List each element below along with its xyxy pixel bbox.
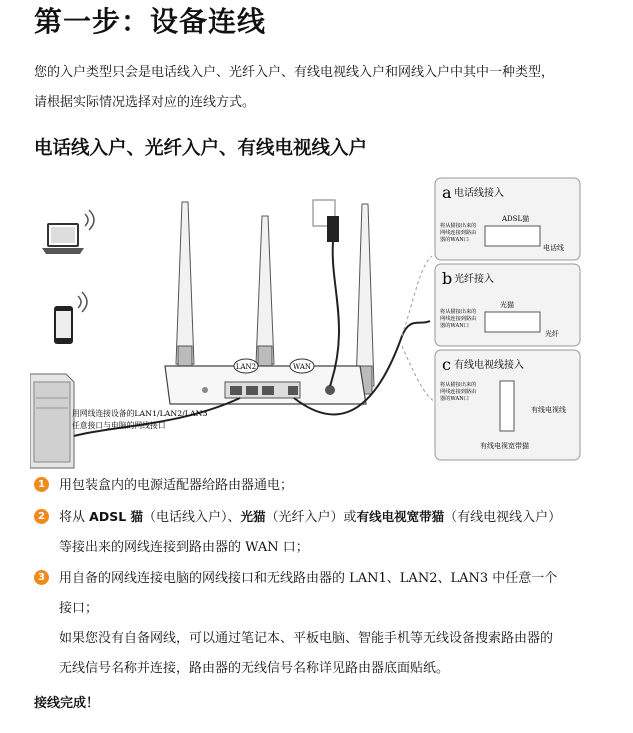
step-1-number: 1 xyxy=(34,477,49,492)
panel-c-note-1: 将从猫接出来的 xyxy=(440,382,477,388)
panel-a-note-3: 器的WAN口 xyxy=(440,237,469,243)
laptop-icon xyxy=(42,210,94,254)
pc-note-line-1: 用网线连接设备的LAN1/LAN2/LAN3 xyxy=(72,409,208,418)
step-3-note-1: 如果您没有自备网线，可以通过笔记本、平板电脑、智能手机等无线设备搜索路由器的 xyxy=(59,631,554,646)
panel-dsl xyxy=(435,178,580,260)
section-heading: 电话线入户、光纤入户、有线电视线入户 xyxy=(34,138,368,159)
panel-b-modem: 光猫 xyxy=(500,301,514,309)
step-3-note-2: 无线信号名称并连接，路由器的无线信号名称详见路由器底面贴纸。 xyxy=(59,661,450,676)
step-2-fiber: 光猫 xyxy=(240,509,266,524)
router-antennas xyxy=(176,202,374,394)
panel-b-title: 光纤接入 xyxy=(454,274,494,285)
step-3-number: 3 xyxy=(34,570,49,585)
step-3 xyxy=(34,564,604,684)
panel-a-cable: 电话线 xyxy=(543,244,564,252)
lan2-label: LAN2 xyxy=(235,363,257,371)
panel-a-note-1: 将从猫接出来的 xyxy=(440,223,477,229)
desktop-pc-icon xyxy=(30,374,74,468)
panel-a-note-2: 网线连接到路由 xyxy=(440,230,477,236)
panel-b-letter: b xyxy=(442,269,453,288)
panel-b-note-3: 器的WAN口 xyxy=(440,323,469,329)
panel-c-letter: c xyxy=(442,355,451,374)
wan-label: WAN xyxy=(292,363,312,371)
power-adapter xyxy=(313,200,339,386)
step-2-adsl: ADSL 猫 xyxy=(89,509,144,524)
step-3-text: 用自备的网线连接电脑的网线接口和无线路由器的 LAN1、LAN2、LAN3 中任意一个 xyxy=(59,571,558,586)
panel-b-note-2: 网线连接到路由 xyxy=(440,316,477,322)
panel-cable-tv xyxy=(435,350,580,460)
panel-c-cable: 有线电视线 xyxy=(531,406,566,414)
step-2-number: 2 xyxy=(34,509,49,524)
panel-b-cable: 光纤 xyxy=(545,330,559,338)
step-2-part: （光纤入户）或 xyxy=(265,510,357,525)
step-2 xyxy=(34,502,604,563)
intro-paragraph xyxy=(34,58,604,118)
panel-c-modem: 有线电视宽带猫 xyxy=(480,442,529,450)
step-2-part: （电话线入户）、 xyxy=(143,510,241,525)
panel-c-title: 有线电视线接入 xyxy=(454,360,524,371)
connection-diagram xyxy=(30,176,585,471)
step-2-part: 将从 xyxy=(59,510,90,525)
panel-a-letter: a xyxy=(442,183,452,202)
panel-c-note-3: 器的WAN口 xyxy=(440,396,469,402)
panel-a-modem: ADSL猫 xyxy=(502,215,530,223)
step-1 xyxy=(34,471,604,501)
intro-line-2: 请根据实际情况选择对应的连线方式。 xyxy=(34,95,256,110)
step-3-continuation: 接口； xyxy=(59,601,99,616)
panel-fiber xyxy=(435,264,580,346)
step-2-continuation: 等接出来的网线连接到路由器的 WAN 口； xyxy=(59,540,309,555)
panel-a-title: 电话线接入 xyxy=(454,188,504,199)
pc-note-line-2: 任意接口与电脑的网线接口 xyxy=(72,421,166,430)
panel-b-note-1: 将从猫接出来的 xyxy=(440,309,477,315)
smartphone-icon xyxy=(54,292,87,344)
step-1-text: 用包装盒内的电源适配器给路由器通电； xyxy=(59,478,294,493)
intro-line-1: 您的入户类型只会是电话线入户、光纤入户、有线电视线入户和网线入户中其中一种类型， xyxy=(34,65,555,80)
step-2-part: （有线电视线入户） xyxy=(444,510,562,525)
panel-c-note-2: 网线连接到路由 xyxy=(440,389,477,395)
router xyxy=(165,366,366,404)
page-title: 第一步：设备连线 xyxy=(34,5,267,38)
step-2-cable: 有线电视宽带猫 xyxy=(356,509,445,524)
completion-text: 接线完成！ xyxy=(34,696,100,711)
